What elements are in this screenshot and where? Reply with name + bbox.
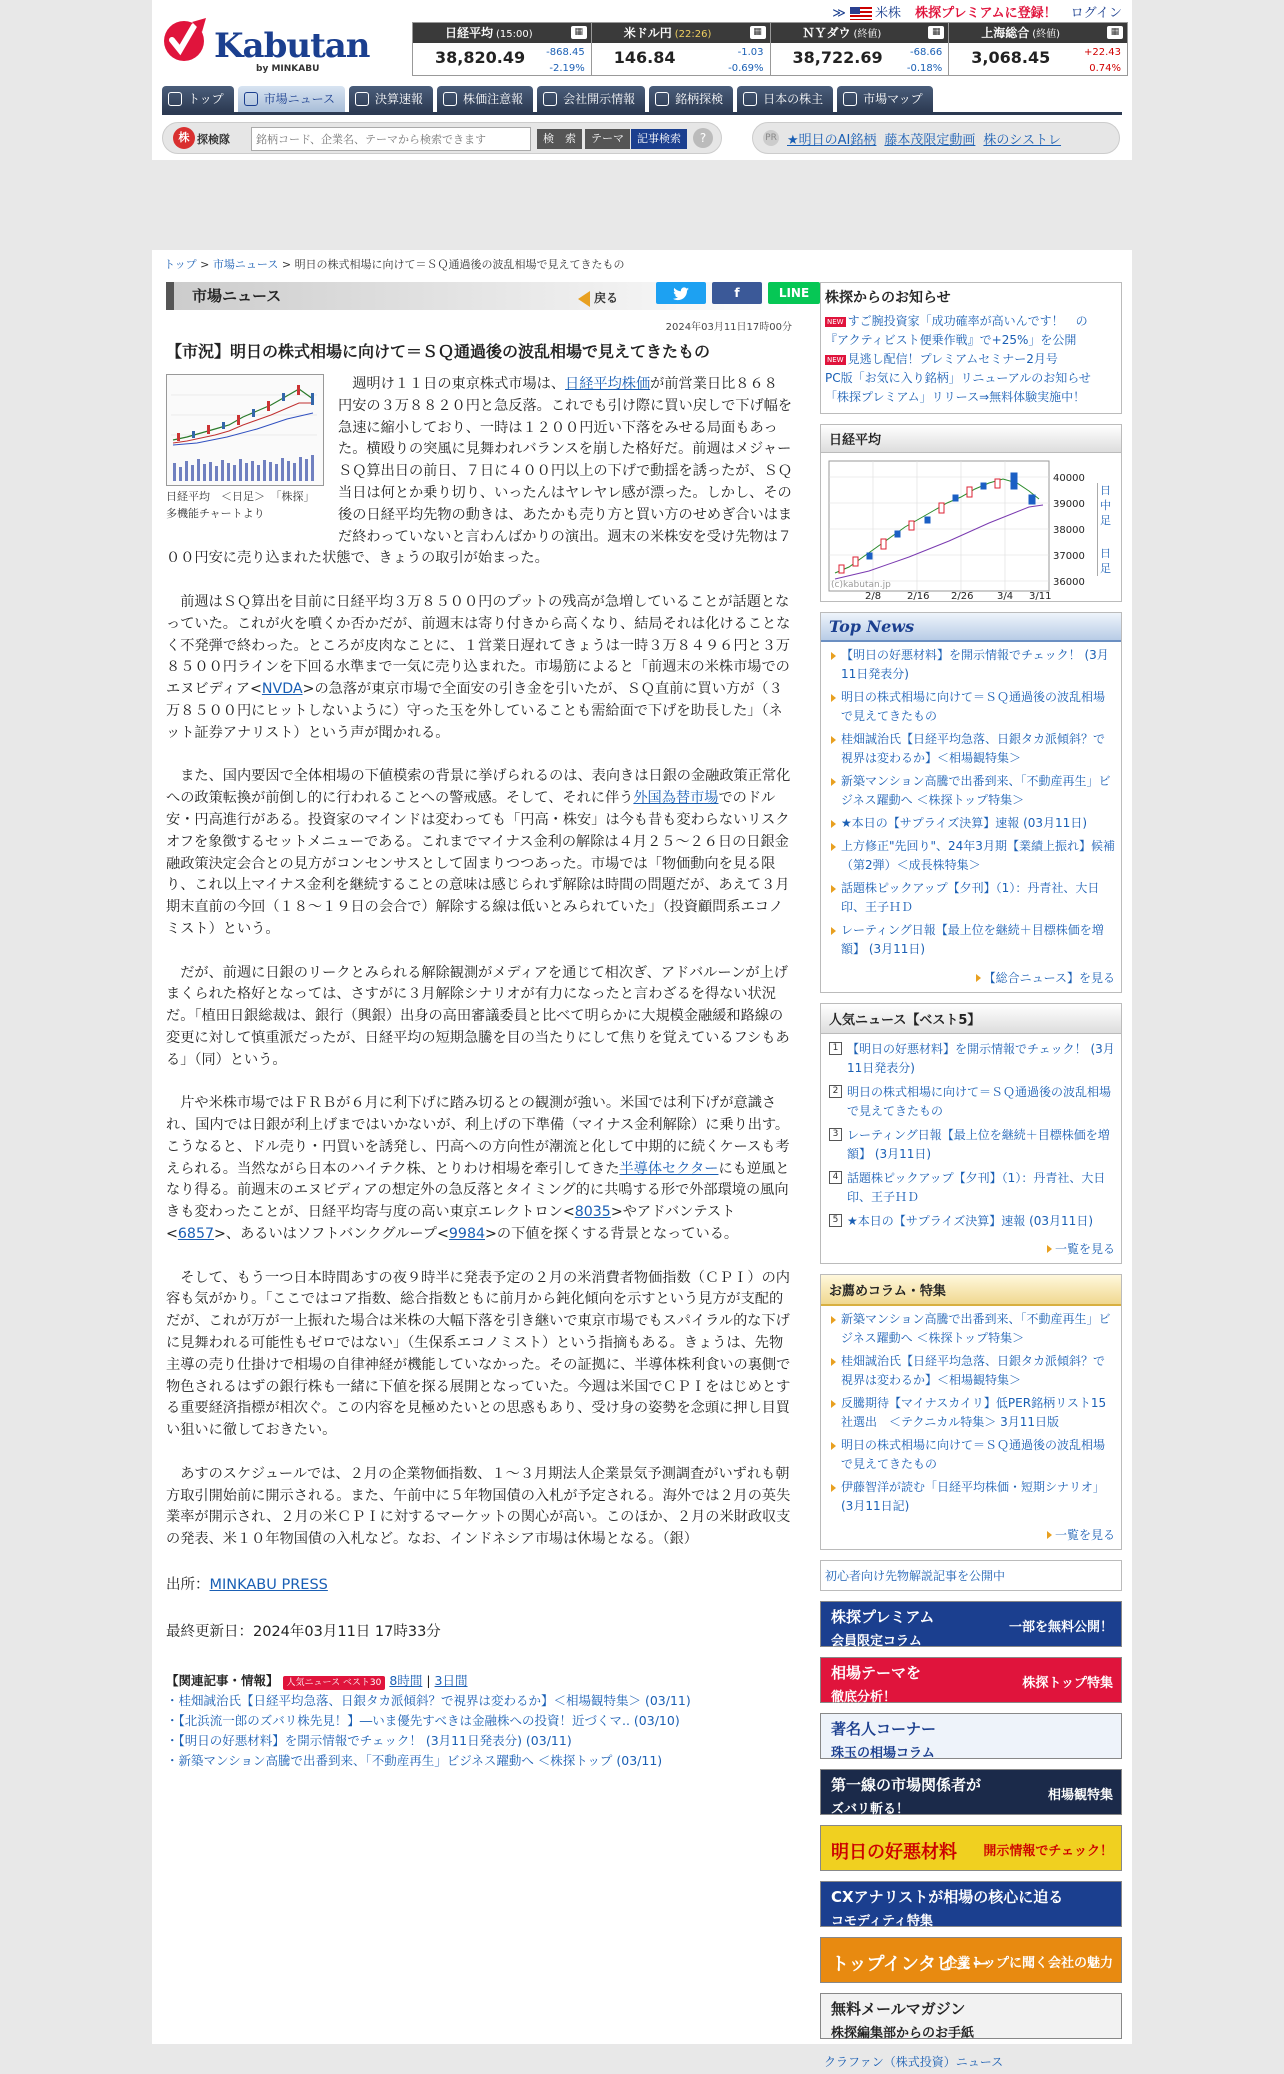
ad-area bbox=[152, 160, 1132, 250]
facebook-share-button[interactable] bbox=[712, 282, 762, 304]
recommended-title: お薦めコラム・特集 bbox=[821, 1275, 1121, 1306]
banner-right-text: 株探トップ特集 bbox=[1022, 1676, 1113, 1691]
top-news-item[interactable]: 上方修正"先回り"、24年3月期【業績上振れ】候補（第2弾）＜成長株特集＞ bbox=[829, 837, 1115, 875]
top-news-box bbox=[820, 612, 1122, 993]
tab-price-alert[interactable]: 株価注意報 bbox=[437, 86, 533, 112]
main-nav bbox=[162, 86, 933, 112]
paragraph-5: 片や米株市場ではＦＲＢが６月に利下げに踏み切るとの観測が強い。米国では利下げが意識され、国内では日銀が利上げまではいかないが、利上げの下準備（マイナス金利解除）に乗り出す。こうなると、ドル売り・円買いを誘発し、円高への方向性が潮流と化して中期的に続くケースも考えられる。当然ながら日本のハイテク株、とりわけ相場を牽引してきた半導体セクターにも逆風となり得る。前週末のエヌビディアの想定外の急反落とタイミング的に共鳴する形で外部環境の風向きも変わったことが、日経平均寄与度の高い東京エレクトロン<8035>やアドバンテスト<6857>、あるいはソフトバンクグループ<9984>の下値を探くする背景となっている。 bbox=[166, 1095, 790, 1243]
breadcrumb-section[interactable]: 市場ニュース bbox=[212, 258, 279, 271]
x-tick: 2/26 bbox=[951, 591, 974, 602]
tab-shareholders[interactable]: 日本の株主 bbox=[737, 86, 833, 112]
crowdfunding-news-link[interactable]: クラファン（株式投資）ニュース bbox=[824, 2055, 1004, 2069]
tab-market-news[interactable]: 市場ニュース bbox=[238, 86, 345, 112]
article-title: 【市況】明日の株式相場に向けて＝ＳＱ通過後の波乱相場で見えてきたもの bbox=[166, 342, 711, 361]
search-badge-icon: 株 bbox=[173, 127, 195, 149]
pr-tag: PR bbox=[763, 130, 779, 146]
paragraph-4: だが、前週に日銀のリークとみられる解除観測がメディアを通じて相次ぎ、アドバルーンが上げまくられた格好となっては、さすがに３月解除シナリオが有力になったと言わざるを得ない状況だ。「植田日銀総裁は、銀行（興銀）出身の高田審議委員と比べて明らかに大規模金融緩和路線の変更に対して慎重派だったが、日経平均の短期急騰を目の当たりにして焦りを覚えているフシもある」（同）という。 bbox=[166, 964, 790, 1068]
document-icon bbox=[543, 92, 557, 106]
nikkei-mini-chart[interactable] bbox=[829, 461, 1089, 602]
tab-stock-explore[interactable]: 銘柄探検 bbox=[649, 86, 733, 112]
recommended-item[interactable]: 桂畑誠治氏【日経平均急落、日銀タカ派傾斜？で視界は変わるか】＜相場観特集＞ bbox=[829, 1352, 1115, 1390]
top-news-item[interactable]: 話題株ピックアップ【夕刊】（1）：丹青社、大日印、王子ＨＤ bbox=[829, 879, 1115, 917]
alert-icon bbox=[443, 92, 457, 106]
banner-subtitle: コモディティ特集 bbox=[831, 1914, 933, 1929]
banner-title: 相場テーマを bbox=[831, 1664, 922, 1682]
rank-3-icon: 3 bbox=[829, 1128, 842, 1141]
back-button[interactable]: 戻る bbox=[578, 284, 618, 312]
line-share-button[interactable] bbox=[768, 282, 820, 304]
popular-news-item[interactable]: 2 明日の株式相場に向けて＝ＳＱ通過後の波乱相場で見えてきたもの bbox=[829, 1083, 1115, 1121]
good-bad-material-banner[interactable] bbox=[820, 1825, 1122, 1871]
tab-earnings[interactable]: 決算速報 bbox=[349, 86, 433, 112]
article-date: 2024年03月11日17時00分 bbox=[665, 322, 792, 333]
banner-right-text: 相場観特集 bbox=[1047, 1788, 1113, 1803]
related-3d-link[interactable]: 3日間 bbox=[434, 1672, 468, 1688]
top-news-more-link[interactable]: 【総合ニュース】を見る bbox=[821, 969, 1121, 992]
market-indices bbox=[412, 22, 1128, 76]
notice-item[interactable]: 「株探プレミアム」リリース⇒無料体験実施中！ bbox=[825, 390, 1086, 404]
link-nikkei-average[interactable]: 日経平均株価 bbox=[565, 376, 651, 392]
notice-item[interactable]: NEW すご腕投資家「成功確率が高いんです！ の bbox=[827, 314, 1088, 328]
chart-icon[interactable]: ▦ bbox=[571, 26, 587, 39]
banner-title: 無料メールマガジン bbox=[831, 2000, 966, 2018]
theme-button[interactable]: テーマ bbox=[585, 129, 630, 149]
mail-magazine-banner[interactable] bbox=[820, 1993, 1122, 2039]
new-icon: NEW bbox=[827, 317, 844, 326]
banner-title: 著名人コーナー bbox=[831, 1720, 937, 1738]
index-nydow[interactable]: ＮＹダウ (終値) ▦ 38,722.69 -68.66 -0.18% bbox=[771, 23, 950, 75]
index-nikkei[interactable]: 日経平均 (15:00) ▦ 38,820.49 -868.45 -2.19% bbox=[413, 23, 592, 75]
back-arrow-icon bbox=[578, 291, 590, 307]
arrow-icon bbox=[1047, 1531, 1052, 1539]
link-forex[interactable]: 外国為替市場 bbox=[633, 790, 719, 807]
us-flag-icon bbox=[850, 7, 872, 20]
related-item[interactable]: ・【北浜流一郎のズバリ株先見！】―いま優先すべきは金融株への投資！近づくマ.. (03/10) bbox=[166, 1712, 680, 1728]
banner-title: 明日の好悪材料 bbox=[831, 1842, 957, 1863]
premium-register-link[interactable]: 株探プレミアムに登録！ bbox=[915, 6, 1057, 21]
twitter-icon bbox=[673, 287, 689, 301]
link-8035[interactable]: 8035 bbox=[574, 1204, 611, 1221]
banner-right-text: 一部を無料公開！ bbox=[1008, 1620, 1113, 1635]
banner-right-text: 企業トップに聞く会社の魅力 bbox=[944, 1956, 1113, 1971]
banner-right-text: 開示情報でチェック！ bbox=[983, 1844, 1113, 1859]
banner-subtitle: 株探編集部からのお手紙 bbox=[831, 2026, 975, 2041]
popular-news-more-link[interactable]: 一覧を見る bbox=[821, 1240, 1121, 1263]
recommended-item[interactable]: 明日の株式相場に向けて＝ＳＱ通過後の波乱相場で見えてきたもの bbox=[829, 1436, 1115, 1474]
notice-title: 株探からのお知らせ bbox=[825, 290, 951, 306]
rank-5-icon: 5 bbox=[829, 1214, 842, 1227]
link-semiconductor[interactable]: 半導体セクター bbox=[619, 1160, 719, 1177]
kabutan-logo[interactable] bbox=[162, 12, 370, 76]
article-source: 出所：MINKABU PRESS bbox=[166, 1576, 328, 1593]
nikkei-chart-box bbox=[820, 424, 1122, 602]
popular-news-item[interactable]: 3 レーティング日報【最上位を継続＋目標株価を増額】 (3月11日) bbox=[829, 1126, 1115, 1164]
search-button[interactable]: 検 索 bbox=[537, 129, 582, 149]
recommended-item[interactable]: 伊藤智洋が読む「日経平均株価・短期シナリオ」 (3月11日記) bbox=[829, 1478, 1115, 1516]
chart-copyright: (c)kabutan.jp bbox=[831, 580, 891, 590]
help-icon[interactable]: ? bbox=[693, 128, 713, 148]
pr-link-video[interactable]: 藤本茂限定動画 bbox=[884, 132, 976, 148]
premium-column-banner[interactable] bbox=[820, 1601, 1122, 1647]
banner-subtitle: ズバリ斬る！ bbox=[831, 1802, 910, 1817]
popular-news-item[interactable]: 5 ★本日の【サプライズ決算】速報 (03月11日) bbox=[829, 1212, 1115, 1231]
link-6857[interactable]: 6857 bbox=[177, 1226, 214, 1243]
beginner-futures-link[interactable]: 初心者向け先物解説記事を公開中 bbox=[820, 1560, 1122, 1591]
popular-news-title: 人気ニュース【ベスト5】 bbox=[821, 1004, 1121, 1034]
x-tick: 2/8 bbox=[865, 591, 882, 602]
home-icon bbox=[168, 92, 182, 106]
popular-badge: 人気ニュース ベスト30 bbox=[283, 1676, 386, 1690]
theme-feature-banner[interactable] bbox=[820, 1657, 1122, 1703]
y-tick: 37000 bbox=[1053, 551, 1085, 562]
tab-disclosure[interactable]: 会社開示情報 bbox=[537, 86, 645, 112]
notice-item[interactable]: NEW 見逃し配信！プレミアムセミナー2月号 bbox=[827, 352, 1058, 366]
top-news-item[interactable]: 桂畑誠治氏【日経平均急落、日銀タカ派傾斜？で視界は変わるか】＜相場観特集＞ bbox=[829, 730, 1115, 768]
login-link[interactable]: ログイン bbox=[1070, 6, 1122, 21]
earnings-icon bbox=[355, 92, 369, 106]
nikkei-thumbnail-chart bbox=[166, 374, 324, 486]
line-icon: LINE bbox=[778, 286, 810, 300]
nikkei-chart-title: 日経平均 bbox=[821, 425, 1121, 453]
y-tick: 40000 bbox=[1053, 473, 1085, 484]
x-tick: 2/16 bbox=[907, 591, 930, 602]
x-tick: 3/11 bbox=[1029, 591, 1052, 602]
banner-title: トップインタビュー bbox=[831, 1954, 991, 1975]
top-news-item[interactable]: 明日の株式相場に向けて＝ＳＱ通過後の波乱相場で見えてきたもの bbox=[829, 688, 1115, 726]
notice-item[interactable]: 『アクティビスト便乗作戦』で+25%」を公開 bbox=[825, 333, 1077, 347]
page bbox=[152, 0, 1132, 2069]
celebrity-column-banner[interactable] bbox=[820, 1713, 1122, 1759]
paragraph-1: 週明け１１日の東京株式市場は、日経平均株価が前営業日比８６８円安の３万８８２０円と急反落。これでも引け際に買い戻しで下げ幅を急速に縮小しており、一時は１２００円近い下落をみせる局面もあった。横殴りの突風に見舞われバランスを崩した格好だ。前週はメジャーＳＱ算出日の前日、７日に４００円以上の下げで動揺を誘ったが、ＳＱ当日は何とか乗り切り、いったんはヤレヤレ感が漂った。しかし、その後の日経平均先物の動きは、あたかも売り方と買い方のせめぎ合いはまだ終わっていないと言わんばかりの演出。週末の米株安を受け先物は７００円安に売り込まれた状態で、きょうの取引が始まった。 bbox=[166, 376, 793, 567]
facebook-icon: f bbox=[734, 286, 740, 300]
search-input[interactable] bbox=[251, 127, 531, 151]
twitter-share-button[interactable] bbox=[656, 282, 706, 304]
search-bar bbox=[162, 122, 722, 154]
index-usdjpy[interactable]: 米ドル円 (22:26) ▦ 146.84 -1.03 -0.69% bbox=[592, 23, 771, 75]
pr-link-systrade[interactable]: 株のシストレ bbox=[983, 132, 1062, 148]
paragraph-6: そして、もう一つ日本時間あすの夜９時半に発表予定の２月の米消費者物価指数（ＣＰＩ）の内容も気がかり。「ここではコア指数、総合指数ともに前月から鈍化傾向を示すという見方が支配的だが、これが万が一上振れた場合は米株の大幅下落を引き継いで東京市場でもスパイラル的な下げに見舞われる可能性もゼロではない」（生保系エコノミスト）という指摘もある。きょうは、先物主導の売り仕掛けで相場の自律神経が機能していなかった。その証拠に、半導体株利食いの裏側で物色されるはずの銀行株も一緒に下値を探る展開となっていた。今週は米国でＣＰＩをはじめとする重要経済指標が相次ぐ。この内容を見極めたいとの思惑もあり、受け身の姿勢を念頭に押し目買い狙いに徹しておきたい。 bbox=[166, 1269, 791, 1439]
index-shanghai[interactable]: 上海総合 (終値) ▦ 3,068.45 +22.43 0.74% bbox=[949, 23, 1127, 75]
top-news-item[interactable]: ★本日の【サプライズ決算】速報 (03月11日) bbox=[829, 814, 1115, 833]
last-updated: 最終更新日：2024年03月11日 17時33分 bbox=[166, 1623, 441, 1640]
related-articles: 【関連記事・情報】 人気ニュース ベスト30 8時間 | 3日間 ・桂畑誠治氏【日経平均急落、日銀タカ派傾斜？で視界は変わるか】＜相場観特集＞ (03/11) ・【北浜流一郎のズバリ株先見！】―いま優先すべきは金融株への投資！近づくマ.. (03/10) ・【明日の好悪材料】を開示情報でチェック！ (3月11日発表分) (03/11) ・新築マンション高騰で出番到来、「不動産再生」ビジネス躍動へ ＜株探トップ (03/11) bbox=[166, 1671, 792, 1771]
y-tick: 36000 bbox=[1053, 577, 1085, 588]
recommended-more-link[interactable]: 一覧を見る bbox=[821, 1526, 1121, 1549]
logo-by: by MINKABU bbox=[256, 64, 320, 74]
banner-subtitle: 珠玉の相場コラム bbox=[831, 1746, 935, 1761]
article-column bbox=[166, 282, 810, 1771]
related-8h-link[interactable]: 8時間 bbox=[389, 1672, 423, 1688]
related-heading: 【関連記事・情報】 bbox=[166, 1672, 279, 1688]
rank-4-icon: 4 bbox=[829, 1171, 842, 1184]
rank-1-icon: 1 bbox=[829, 1042, 842, 1055]
y-tick: 38000 bbox=[1053, 525, 1085, 536]
magnifier-icon bbox=[655, 92, 669, 106]
breadcrumb: トップ > 市場ニュース > 明日の株式相場に向けて＝ＳＱ通過後の波乱相場で見えてきたもの bbox=[164, 258, 625, 271]
paragraph-7: あすのスケジュールでは、２月の企業物価指数、１～３月期法人企業景気予測調査がいずれも朝方取引開始前に開示される。また、午前中に５年物国債の入札が予定される。海外では２月の英失業率が開示され、２月の米ＣＰＩに対するマーケットの関心が高い。このほか、２月の米財政収支の発表、米１０年物国債の入札など。なお、インドネシア市場は休場となる。（銀） bbox=[166, 1465, 791, 1548]
person-icon bbox=[743, 92, 757, 106]
rank-2-icon: 2 bbox=[829, 1085, 842, 1098]
breadcrumb-home[interactable]: トップ bbox=[164, 258, 197, 271]
article-thumbnail[interactable] bbox=[166, 374, 324, 522]
commodity-banner[interactable] bbox=[820, 1881, 1122, 1927]
popular-news-item[interactable]: 4 話題株ピックアップ【夕刊】（1）：丹青社、大日印、王子ＨＤ bbox=[829, 1169, 1115, 1207]
chart-icon[interactable]: ▦ bbox=[928, 26, 944, 39]
tab-market-map[interactable]: 市場マップ bbox=[837, 86, 933, 112]
thumbnail-caption: 日経平均 ＜日足＞ 「株探」多機能チャートより bbox=[166, 490, 315, 520]
banner-subtitle: 会員限定コラム bbox=[831, 1634, 922, 1649]
related-item[interactable]: ・桂畑誠治氏【日経平均急落、日銀タカ派傾斜？で視界は変わるか】＜相場観特集＞ (03/11) bbox=[166, 1692, 691, 1708]
tab-top[interactable]: トップ bbox=[162, 86, 234, 112]
paragraph-2: 前週はＳＱ算出を目前に日経平均３万８５００円のプットの残高が急増していることが話題となっていた。これが火を噴くか否かだが、前週末は寄り付きから高くなり、結局それは化けることなく不発弾で終わった。ところが皮肉なことに、１営業日遅れてきょうは一時３万８４９６円と３万８５００円ラインを下回る水準まで一気に売り込まれた。市場筋によると「前週末の米株市場でのエヌビディア<NVDA>の急落が東京市場で全面安の引き金を引いたが、ＳＱ直前に買い方が（３万８５００円にヒットしないように）守った玉を外していることも需給面で下げを助長した」（ネット証券アナリスト）という声が聞かれる。 bbox=[166, 593, 791, 741]
popular-news-item[interactable]: 1 【明日の好悪材料】を開示情報でチェック！ (3月11日発表分) bbox=[829, 1040, 1115, 1078]
arrow-icon bbox=[1047, 1245, 1052, 1253]
related-item[interactable]: ・新築マンション高騰で出番到来、「不動産再生」ビジネス躍動へ ＜株探トップ (03/11) bbox=[166, 1752, 663, 1768]
link-nvda[interactable]: NVDA bbox=[261, 681, 303, 698]
related-item[interactable]: ・【明日の好悪材料】を開示情報でチェック！ (3月11日発表分) (03/11) bbox=[166, 1732, 572, 1748]
nav-divider bbox=[162, 112, 1122, 115]
recommended-item[interactable]: 反騰期待【マイナスカイリ】低PER銘柄リスト15社選出 ＜テクニカル特集＞ 3月11日版 bbox=[829, 1394, 1115, 1432]
section-heading: 市場ニュース 戻る f LINE bbox=[166, 282, 792, 310]
banner-subtitle: 徹底分析！ bbox=[831, 1690, 897, 1705]
top-news-item[interactable]: 新築マンション高騰で出番到来、「不動産再生」ビジネス躍動へ ＜株探トップ特集＞ bbox=[829, 772, 1115, 810]
logo-mark-icon bbox=[162, 14, 212, 64]
new-icon: NEW bbox=[827, 355, 844, 364]
search-label: 探検隊 bbox=[197, 133, 230, 146]
news-icon bbox=[244, 92, 258, 106]
banner-title: CXアナリストが相場の核心に迫る bbox=[831, 1888, 1064, 1906]
logo-text: Kabutan bbox=[214, 26, 370, 66]
chart-period-tabs[interactable]: 日 中 足 日 足 bbox=[1097, 483, 1111, 576]
article-body bbox=[166, 374, 792, 1551]
chart-icon[interactable]: ▦ bbox=[1107, 26, 1123, 39]
map-icon bbox=[843, 92, 857, 106]
pr-link-ai[interactable]: ★明日のAI銘柄 bbox=[787, 132, 877, 148]
link-9984[interactable]: 9984 bbox=[448, 1226, 485, 1243]
top-news-item[interactable]: 【明日の好悪材料】を開示情報でチェック！ (3月11日発表分) bbox=[829, 646, 1115, 684]
pr-links bbox=[752, 122, 1120, 154]
us-stock-link[interactable]: ≫ 米株 bbox=[832, 6, 902, 21]
x-tick: 3/4 bbox=[997, 591, 1014, 602]
top-news-title: Top News bbox=[821, 613, 1121, 642]
top-interview-banner[interactable] bbox=[820, 1937, 1122, 1983]
popular-news-box bbox=[820, 1003, 1122, 1264]
paragraph-3: また、国内要因で全体相場の下値模索の背景に挙げられるのは、表向きは日銀の金融政策正常化への政策転換が前倒し的に行われることへの警戒感。そして、それに伴う外国為替市場でのドル安・円高進行がある。投資家のマインドは変わっても「円高・株安」は今も昔も変わらないリスクオフを象徴するセットメニューである。これまでマイナス金利の解除は４月２５～２６日の日銀金融政策決定会合との見方がコンセンサスとして固まりつつあった。市場では「物価動向を見る限り、これ以上マイナス金利を継続することの意味は感じられず解除は時間の問題だが、あえて３月期末直前の今回（１８～１９日の会合で）解除する線は低いとみられていた」（投資顧問系エコノミスト）という。 bbox=[166, 768, 791, 937]
source-link[interactable]: MINKABU PRESS bbox=[209, 1576, 328, 1593]
recommended-columns-box bbox=[820, 1274, 1122, 1550]
notice-box bbox=[820, 282, 1122, 414]
article-search-button[interactable]: 記事検索 bbox=[631, 129, 687, 149]
arrow-icon bbox=[976, 974, 981, 982]
market-view-banner[interactable] bbox=[820, 1769, 1122, 1815]
notice-item[interactable]: PC版「お気に入り銘柄」リニューアルのお知らせ bbox=[825, 371, 1091, 385]
chart-icon[interactable]: ▦ bbox=[750, 26, 766, 39]
banner-title: 第一線の市場関係者が bbox=[831, 1776, 982, 1794]
breadcrumb-current: 明日の株式相場に向けて＝ＳＱ通過後の波乱相場で見えてきたもの bbox=[294, 258, 625, 271]
top-news-item[interactable]: レーティング日報【最上位を継続＋目標株価を増額】 (3月11日) bbox=[829, 921, 1115, 959]
sidebar bbox=[820, 282, 1122, 2074]
banner-title: 株探プレミアム bbox=[831, 1608, 935, 1626]
y-tick: 39000 bbox=[1053, 499, 1085, 510]
recommended-item[interactable]: 新築マンション高騰で出番到来、「不動産再生」ビジネス躍動へ ＜株探トップ特集＞ bbox=[829, 1310, 1115, 1348]
